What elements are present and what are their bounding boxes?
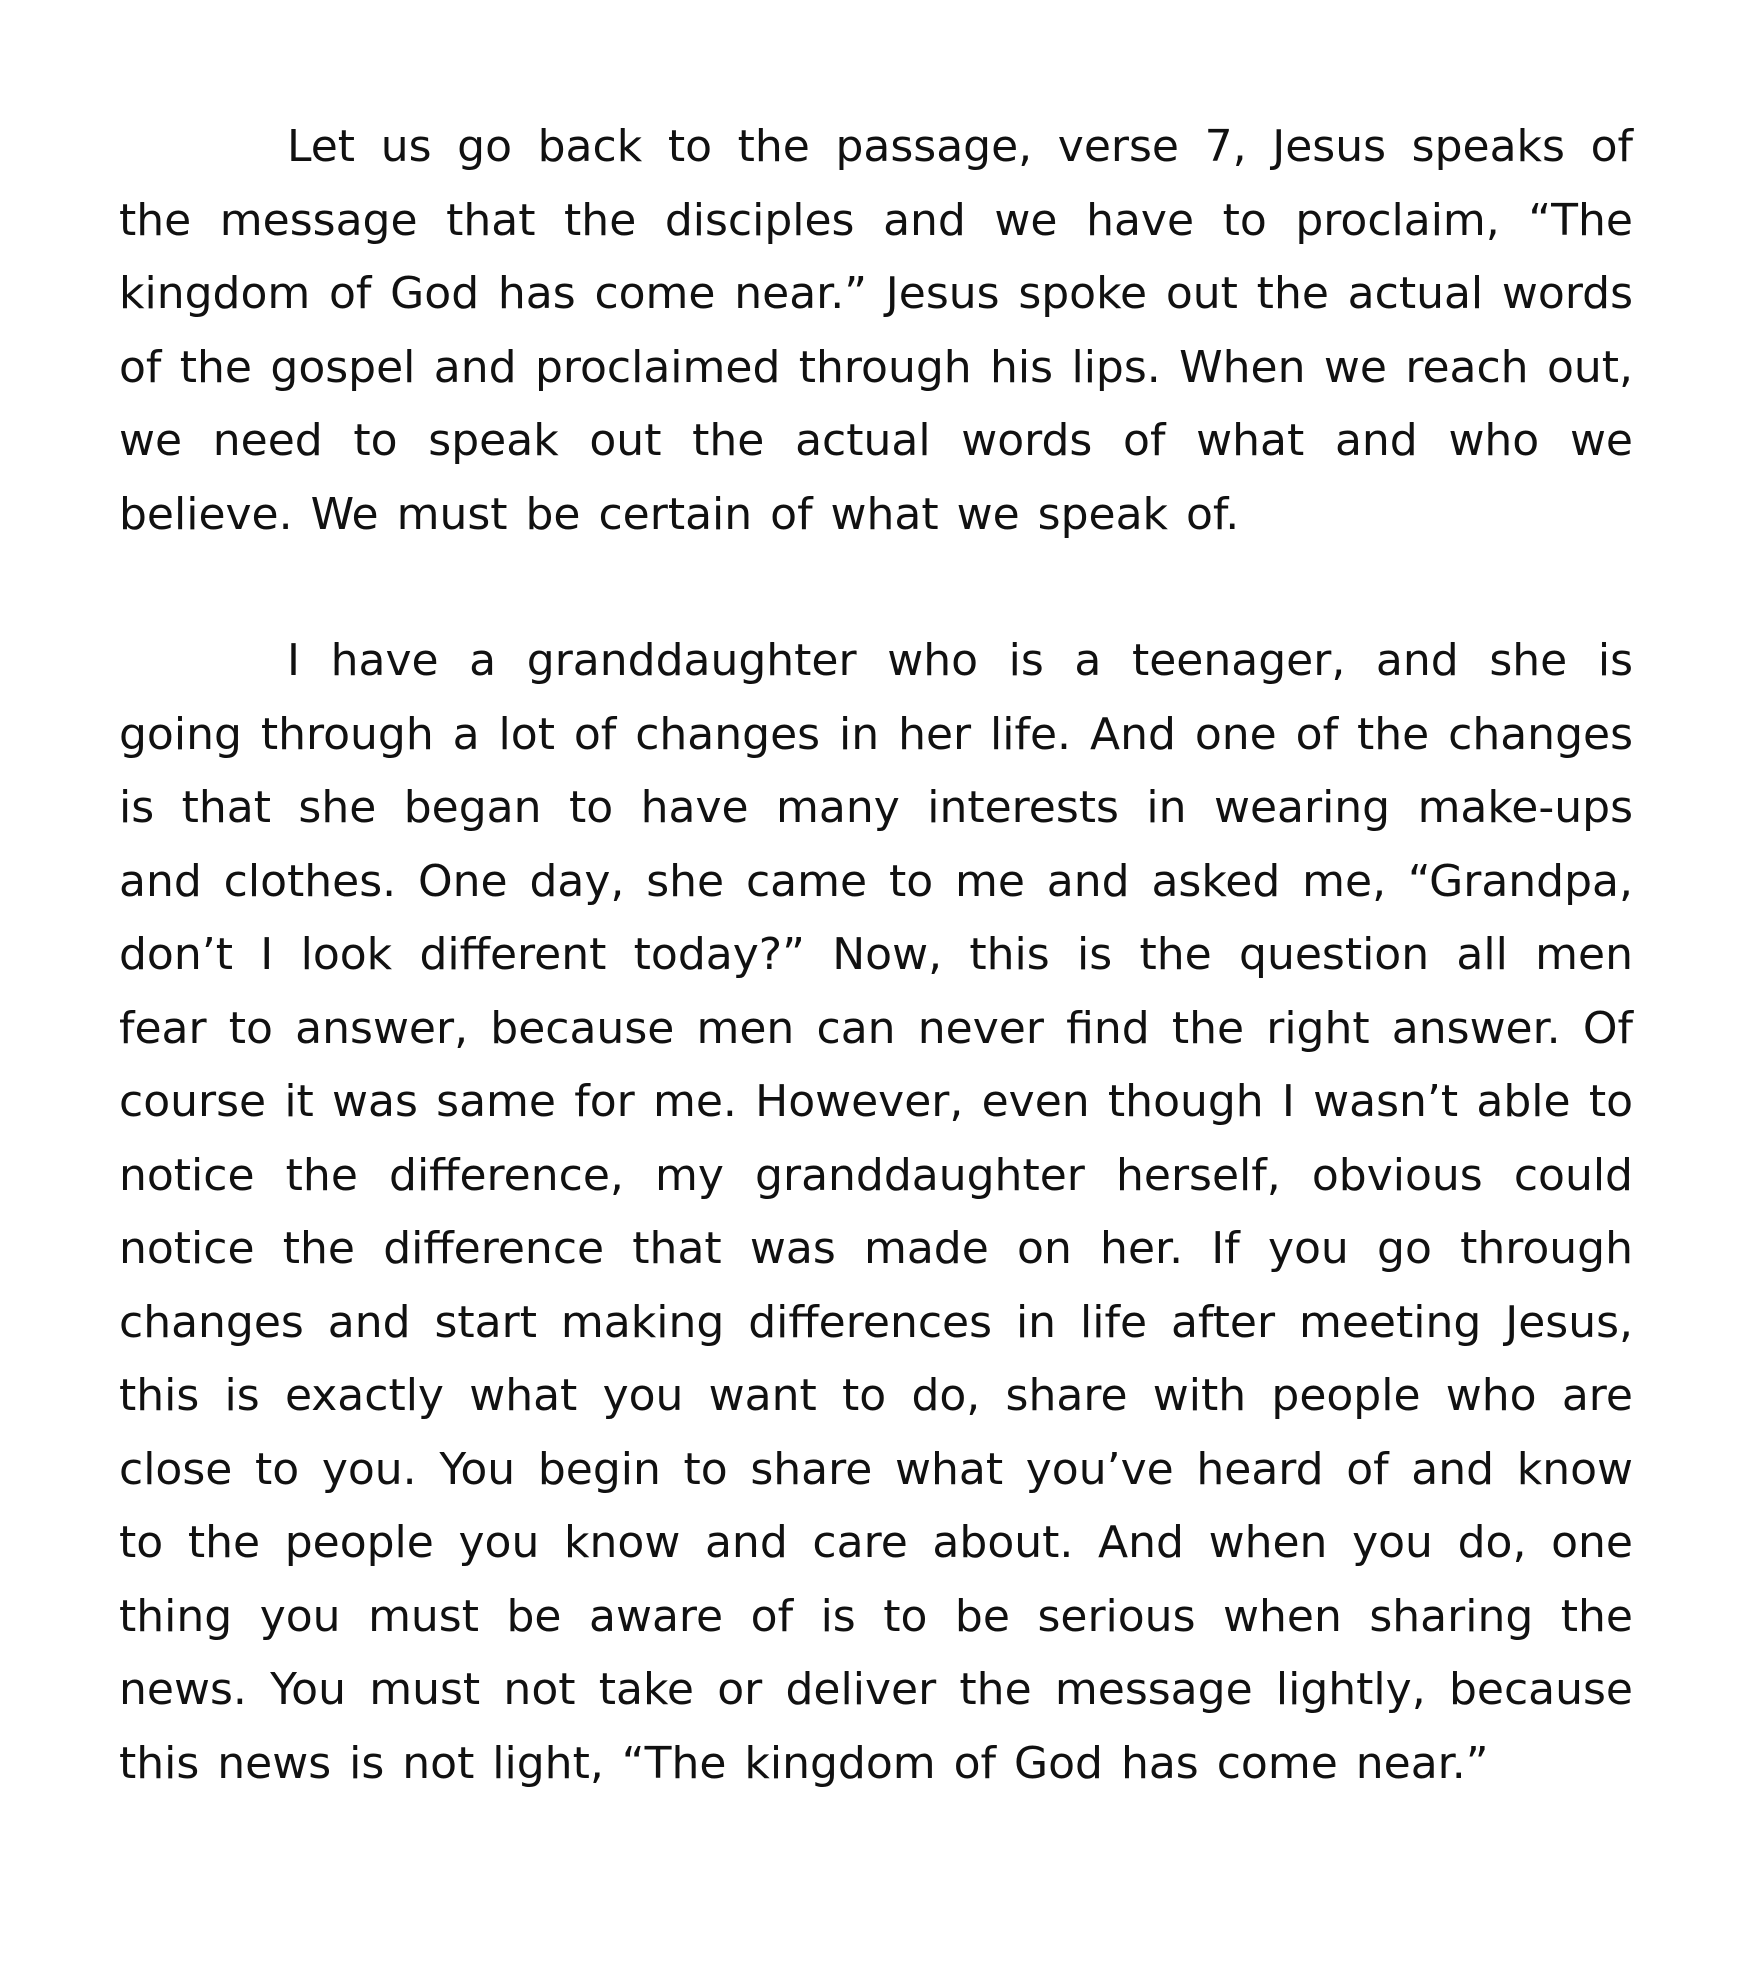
document-page bbox=[119, 110, 1633, 1800]
paragraph-granddaughter: I have a granddaughter who is a teenager, and she is going through a lot of changes in her life. And one of the changes is that she began to have many interests in wearing make-ups and clothes. One day, she came to me and asked me, “Grandpa, don’t I look different today?” Now, this is the question all men fear to answer, because men can never find the right answer. Of course it was same for me. However, even though I wasn’t able to notice the difference, my granddaughter herself, obvious could notice the difference that was made on her. If you go through changes and start making differences in life after meeting Jesus, this is exactly what you want to do, share with people who are close to you. You begin to share what you’ve heard of and know to the people you know and care about. And when you do, one thing you must be aware of is to be serious when sharing the news. You must not take or deliver the message lightly, because this news is not light, “The kingdom of God has come near.” bbox=[119, 635, 1633, 1789]
paragraph-verse-seven: Let us go back to the passage, verse 7, Jesus speaks of the message that the disciples and we have to proclaim, “The kingdom of God has come near.” Jesus spoke out the actual words of the gospel and proclaimed through his lips. When we reach out, we need to speak out the actual words of what and who we believe. We must be certain of what we speak of. bbox=[119, 121, 1633, 540]
